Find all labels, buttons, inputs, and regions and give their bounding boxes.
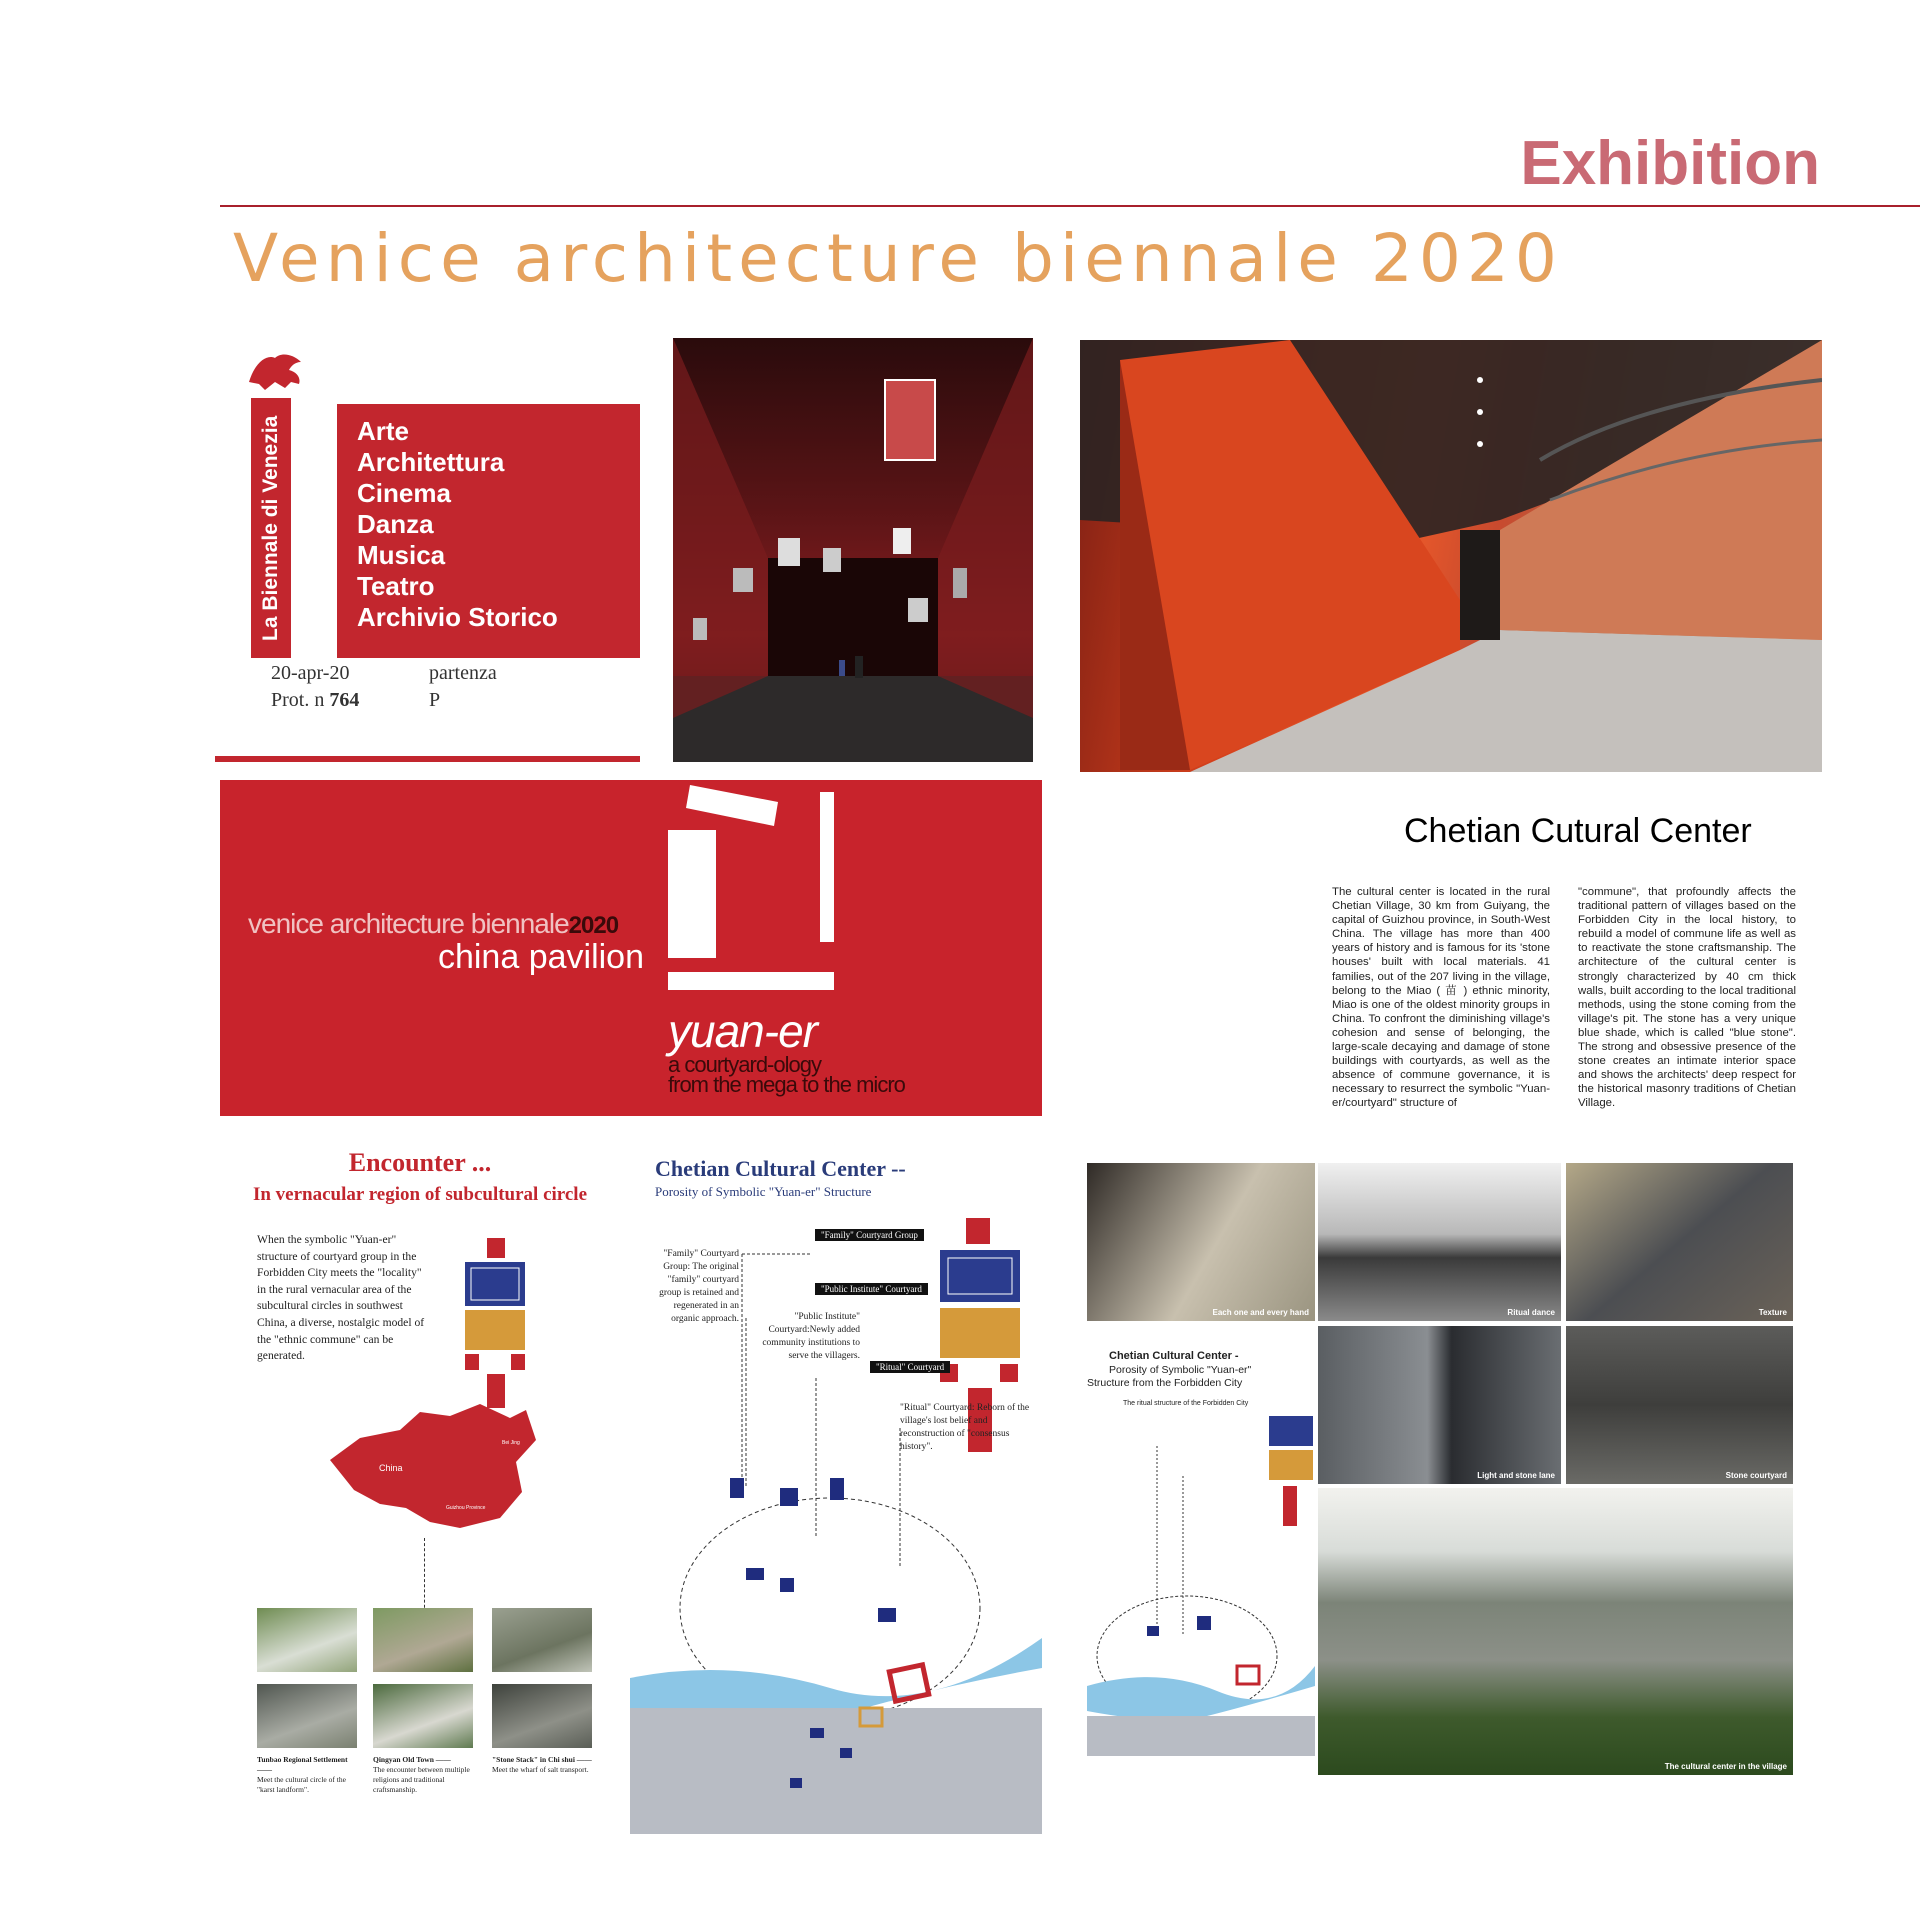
card-p: P (429, 689, 441, 711)
porosity-panel (630, 1128, 1042, 1834)
photo-caption: Texture (1758, 1308, 1787, 1317)
caption-text: Meet the cultural circle of the "karst landform". (257, 1775, 346, 1794)
photo-ritual-dance (1318, 1163, 1561, 1321)
mini-diagram (1087, 1416, 1315, 1756)
thumbnail-photo (373, 1684, 473, 1748)
disciplines-block (337, 404, 640, 658)
discipline-item: Architettura (357, 447, 505, 477)
mini-note: The ritual structure of the Forbidden City (1123, 1400, 1249, 1407)
thumbnail-photo (257, 1684, 357, 1748)
pavilion-china-line: china pavilion (437, 938, 644, 976)
exhibition-hall-illustration (673, 338, 1033, 762)
photo-stone-courtyard (1566, 1326, 1793, 1484)
thumbnail-caption (257, 1755, 357, 1795)
photo-texture (1566, 1163, 1793, 1321)
photo-hands (1087, 1163, 1315, 1321)
encounter-body: When the symbolic "Yuan-er" structure of courtyard group in the Forbidden City meets the "locality" in the rural vernacular area of the subcultural circles in southwest China, a diverse, nostalgic model of the "ethnic commune" can be generated. (257, 1233, 425, 1363)
cultural-center-col-1: The cultural center is located in the rural Chetian Village, 30 km from Guiyang, the capital of Guizhou province, in South-West China. The village has more than 400 years of history and is famous for its 'stone houses' built with local materials. 41 families, out of the 207 living in the village, belong to the Miao ( 苗 ) ethnic minority, Miao is one of the oldest minority groups in China. To confront the diminishing village's cohesion and sense of belonging, the large-scale decaying and damage of stone buildings with courtyards, as well as the absence of commune governance, it is necessary to resurrect the symbolic "Yuan-er/courtyard" structure of (1332, 886, 1550, 1110)
china-map (310, 1400, 550, 1540)
prot-number: 764 (329, 689, 360, 711)
thumbnail-caption (373, 1755, 473, 1795)
thumbnail-caption (492, 1755, 592, 1775)
photo-stone-lane (1318, 1326, 1561, 1484)
map-label-guizhou: Guizhou Province (446, 1505, 486, 1511)
biennale-letterhead (215, 338, 640, 762)
discipline-item: Teatro (357, 571, 435, 601)
thumbnail-photo (373, 1608, 473, 1672)
pavilion-subtitle-2: from the mega to the micro (668, 1072, 905, 1097)
orange-corridor-photo (1080, 340, 1822, 772)
map-label-china: China (379, 1463, 403, 1473)
discipline-item: Arte (357, 416, 410, 446)
tag-ritual-courtyard: "Ritual" Courtyard (870, 1361, 950, 1373)
encounter-title: Encounter ... (348, 1148, 492, 1177)
pavilion-yuan-er: yuan-er (668, 1005, 817, 1057)
caption-title: "Stone Stack" in Chi shui —— (492, 1755, 592, 1764)
corridor-illustration (1080, 340, 1822, 772)
yuan-er-logo-mark (660, 780, 840, 1000)
encounter-subtitle: In vernacular region of subcultural circle (252, 1184, 588, 1205)
card-partenza: partenza (429, 662, 497, 684)
biennale-vertical-name: La Biennale di Venezia (259, 415, 282, 641)
prot-label: Prot. n (271, 689, 325, 711)
note-family: "Family" Courtyard Group: The original "family" courtyard group is retained and regenerated in an organic approach. (659, 1249, 739, 1324)
photo-cultural-center-village (1318, 1488, 1793, 1775)
card-prot (271, 689, 359, 712)
pavilion-year: 2020 (568, 912, 619, 939)
photo-caption: Ritual dance (1507, 1308, 1555, 1317)
map-connector (424, 1538, 425, 1618)
page-title: Venice architecture biennale 2020 (233, 220, 1563, 297)
cultural-center-col-2: "commune", that profoundly affects the traditional pattern of villages based on the Forbidden City in the local history, to rebuild a model of commune life as well as to reactivate the stone craftsmanship. The architecture of the cultural center is strongly characterized by 40 cm thick walls, built according to the local traditional methods, using the stone coming from the village's pit. The stone has a very unique blue shade, which is called "blue stone". The strong and obsessive presence of the stone creates an intimate interior space and shows the architects' deep respect for the historical masonry traditions of Chetian Village. (1578, 886, 1796, 1110)
caption-text: Meet the wharf of salt transport. (492, 1765, 589, 1774)
discipline-item: Danza (357, 509, 434, 539)
china-pavilion-banner (220, 780, 1042, 1116)
tag-family-courtyard: "Family" Courtyard Group (815, 1229, 924, 1241)
mini-title: Chetian Cultural Center - (1109, 1350, 1239, 1362)
section-heading: Exhibition (1520, 129, 1820, 198)
exhibition-hall-photo (673, 338, 1033, 762)
porosity-subtitle: Porosity of Symbolic "Yuan-er" Structure (655, 1184, 872, 1199)
photo-caption: The cultural center in the village (1664, 1762, 1787, 1771)
courtyard-stack-diagram (465, 1238, 525, 1408)
map-label-beijing: Bei Jing (502, 1440, 520, 1446)
pavilion-subtitle-1: a courtyard-ology (668, 1052, 821, 1077)
photo-caption: Light and stone lane (1477, 1471, 1555, 1480)
pavilion-biennale-line (248, 908, 618, 940)
caption-title: Tunbao Regional Settlement —— (257, 1755, 348, 1774)
header-divider (220, 205, 1920, 207)
card-date: 20-apr-20 (271, 662, 350, 684)
photo-caption: Stone courtyard (1725, 1471, 1787, 1480)
thumbnail-photo (492, 1608, 592, 1672)
caption-title: Qingyan Old Town —— (373, 1755, 451, 1764)
winged-lion-logo (245, 352, 305, 394)
note-ritual: "Ritual" Courtyard: Reborn of the village's lost belief and reconstruction of "consensus history". (900, 1403, 1030, 1452)
thumbnail-photo (257, 1608, 357, 1672)
discipline-item: Cinema (357, 478, 451, 508)
encounter-panel (220, 1128, 620, 1828)
porosity-title: Chetian Cultural Center -- (655, 1156, 906, 1181)
tag-public-institute: "Public Institute" Courtyard (815, 1283, 928, 1295)
note-public: "Public Institute" Courtyard:Newly added community institutions to serve the villagers. (762, 1312, 860, 1361)
mini-subtitle-2: Structure from the Forbidden City (1087, 1377, 1243, 1389)
mini-subtitle-1: Porosity of Symbolic "Yuan-er" (1109, 1364, 1252, 1376)
discipline-item: Archivio Storico (357, 602, 558, 632)
discipline-item: Musica (357, 540, 446, 570)
thumbnail-photo (492, 1684, 592, 1748)
pavilion-biennale-text: venice architecture biennale (248, 908, 569, 939)
caption-text: The encounter between multiple religions and traditional craftsmanship. (373, 1765, 470, 1794)
cultural-center-title: Chetian Cutural Center (1404, 812, 1752, 850)
mini-porosity-panel (1087, 1326, 1315, 1756)
photo-caption: Each one and every hand (1212, 1308, 1309, 1317)
